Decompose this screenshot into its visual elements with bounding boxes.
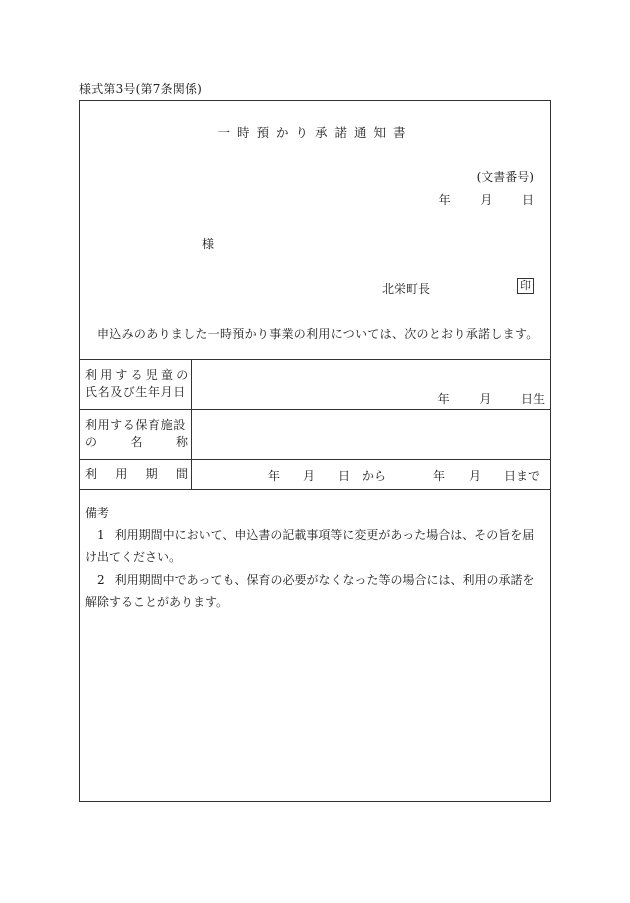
form-number-label: 様式第3号(第7条関係): [79, 82, 203, 96]
facility-label-char: の: [85, 435, 98, 449]
table-top-rule: [80, 359, 550, 360]
document-number: (文書番号): [476, 170, 534, 184]
facility-label: [85, 417, 188, 451]
period-end-year: 年: [433, 469, 446, 483]
period-label-char: 利: [85, 467, 98, 481]
issue-date: [439, 191, 534, 208]
remark-item: [85, 524, 545, 568]
remark-number: 1: [97, 528, 105, 542]
child-label: [85, 367, 191, 401]
remark-text: 利用期間中であっても、保育の必要がなくなった等の場合には、利用の承諾を解除することがあります。: [85, 573, 535, 609]
facility-label-char: 名: [130, 435, 143, 449]
table-bottom-rule: [80, 489, 550, 490]
period-start-day: 日: [338, 469, 351, 483]
intro-text: 申込みのありました一時預かり事業の利用については、次のとおり承諾します。: [97, 327, 539, 341]
facility-label-line2: [85, 434, 188, 451]
child-label-line1: 利用する児童の: [85, 368, 192, 382]
period-start-month: 月: [303, 469, 316, 483]
table-row-rule: [80, 409, 550, 410]
notice-frame: [79, 100, 551, 802]
issue-date-day: 日: [521, 193, 534, 207]
remarks-title: 備考: [85, 506, 110, 520]
remark-number: 2: [97, 573, 105, 587]
remark-text: 利用期間中において、申込書の記載事項等に変更があった場合は、その旨を届け出てください。: [85, 528, 535, 564]
issue-date-month: 月: [480, 193, 493, 207]
addressee-suffix: 様: [202, 237, 215, 251]
period-label-char: 用: [115, 467, 128, 481]
issuer-name: 北栄町長: [382, 282, 431, 296]
birth-year: 年: [437, 392, 450, 406]
period-from: から: [362, 469, 387, 483]
facility-label-line1: 利用する保育施設: [85, 418, 186, 432]
seal-mark: 印: [517, 278, 534, 294]
document-title: 一時預かり承諾通知書: [217, 125, 413, 140]
period-end-day: 日まで: [504, 469, 541, 483]
period-label-char: 間: [175, 467, 188, 481]
child-label-line2: 氏名及び生年月日: [85, 385, 186, 399]
issue-date-year: 年: [438, 193, 451, 207]
period-start-year: 年: [268, 469, 281, 483]
facility-label-char: 称: [175, 435, 188, 449]
period-end-month: 月: [469, 469, 482, 483]
remark-item: [85, 569, 545, 613]
period-label-char: 期: [145, 467, 158, 481]
period-label: [85, 466, 188, 483]
birth-month: 月: [479, 392, 492, 406]
birth-date: [438, 390, 545, 407]
birth-day: 日生: [520, 392, 545, 406]
table-row-rule: [80, 459, 550, 460]
